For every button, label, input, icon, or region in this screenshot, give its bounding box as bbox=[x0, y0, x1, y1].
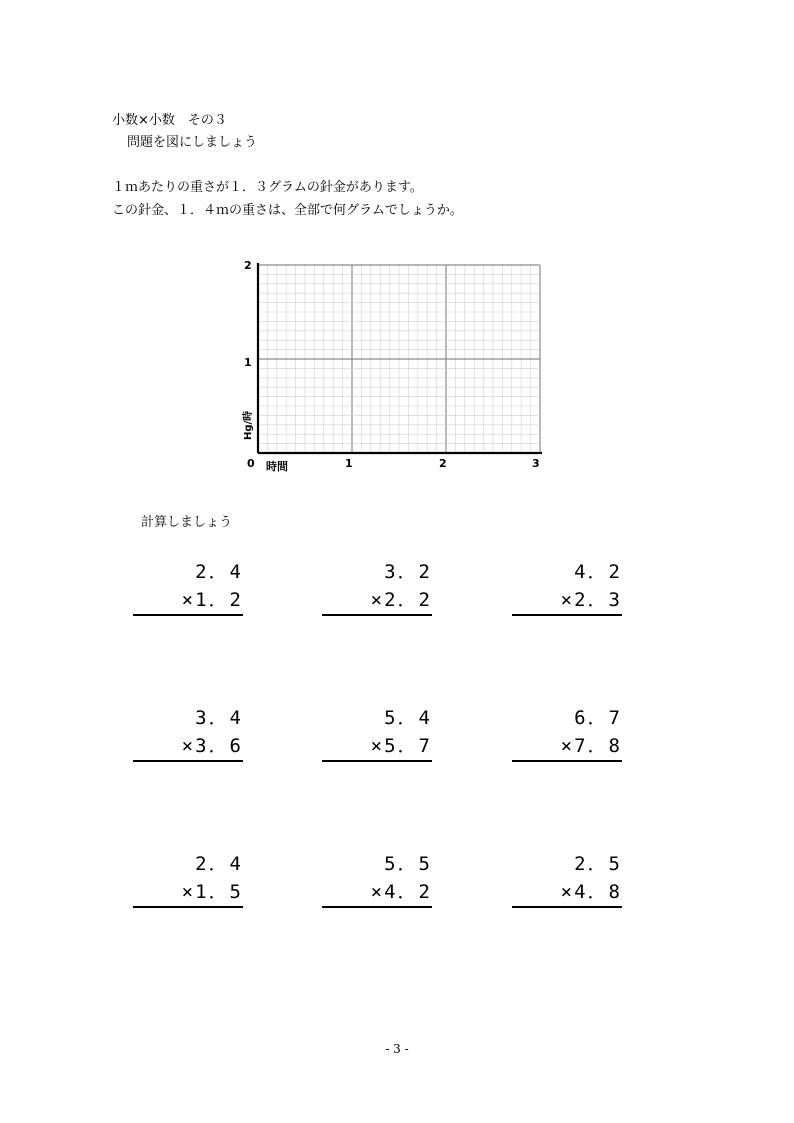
y-axis-label: Hg/時 bbox=[243, 410, 254, 440]
answer-line bbox=[512, 614, 622, 616]
answer-line bbox=[133, 760, 243, 762]
multiplicand: 5．4 bbox=[384, 707, 432, 729]
worksheet-title: 小数×小数 その３ bbox=[112, 113, 227, 128]
multiplicand: 3．4 bbox=[195, 707, 243, 729]
answer-line bbox=[322, 906, 432, 908]
multiplier: ×1．2 bbox=[181, 589, 243, 611]
graph-grid bbox=[230, 250, 550, 480]
multiplicand: 3．2 bbox=[384, 561, 432, 583]
y-tick-2: 2 bbox=[244, 259, 252, 272]
multiplicand: 6．7 bbox=[574, 707, 622, 729]
answer-line bbox=[322, 760, 432, 762]
problem-6 bbox=[512, 704, 622, 762]
multiplier: ×1．5 bbox=[181, 881, 243, 903]
y-tick-1: 1 bbox=[244, 356, 252, 369]
origin-label: 0 bbox=[247, 457, 255, 470]
x-tick-3: 3 bbox=[532, 457, 540, 470]
problem-7 bbox=[133, 850, 243, 908]
multiplicand: 4．2 bbox=[574, 561, 622, 583]
problem-9 bbox=[512, 850, 622, 908]
problem-8 bbox=[322, 850, 432, 908]
multiplicand: 2．4 bbox=[195, 853, 243, 875]
answer-line bbox=[512, 760, 622, 762]
multiplicand: 2．5 bbox=[574, 853, 622, 875]
x-tick-1: 1 bbox=[345, 457, 353, 470]
multiplier: ×5．7 bbox=[370, 735, 432, 757]
worksheet-subtitle: 問題を図にしましょう bbox=[127, 135, 258, 150]
multiplier: ×4．8 bbox=[560, 881, 622, 903]
x-axis-label: 時間 bbox=[266, 460, 288, 473]
multiplicand: 5．5 bbox=[384, 853, 432, 875]
multiplier: ×4．2 bbox=[370, 881, 432, 903]
problem-4 bbox=[133, 704, 243, 762]
problem-2 bbox=[322, 558, 432, 616]
problem-3 bbox=[512, 558, 622, 616]
multiplier: ×3．6 bbox=[181, 735, 243, 757]
multiplicand: 2．4 bbox=[195, 561, 243, 583]
answer-line bbox=[133, 614, 243, 616]
x-tick-2: 2 bbox=[439, 457, 447, 470]
calc-heading: 計算しましょう bbox=[141, 515, 233, 530]
answer-line bbox=[512, 906, 622, 908]
multiplier: ×7．8 bbox=[560, 735, 622, 757]
page-number: - 3 - bbox=[385, 1042, 409, 1056]
answer-line bbox=[133, 906, 243, 908]
answer-line bbox=[322, 614, 432, 616]
problem-1 bbox=[133, 558, 243, 616]
multiplier: ×2．3 bbox=[560, 589, 622, 611]
question-line-1: １ｍあたりの重さが１．３グラムの針金があります。 bbox=[112, 180, 423, 195]
question-line-2: この針金、１．４ｍの重さは、全部で何グラムでしょうか。 bbox=[112, 203, 463, 218]
problem-5 bbox=[322, 704, 432, 762]
multiplier: ×2．2 bbox=[370, 589, 432, 611]
